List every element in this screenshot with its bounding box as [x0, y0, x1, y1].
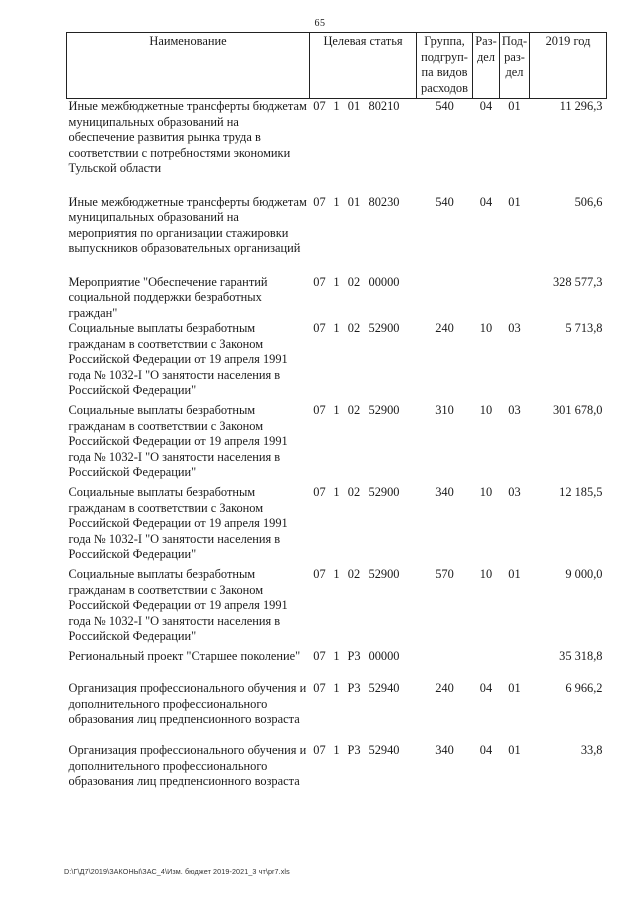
amount-2019: 33,8 — [580, 743, 603, 757]
target-subprogram: 1 — [333, 649, 340, 663]
subsection: 01 — [508, 194, 521, 209]
target-event: P3 — [347, 681, 361, 695]
row-name: Региональный проект "Старшее поколение" — [68, 649, 301, 663]
target-direction: 52900 — [368, 403, 400, 417]
target-program: 07 — [313, 321, 326, 335]
expense-group — [417, 275, 473, 322]
target-subprogram: 1 — [333, 194, 340, 209]
amount-2019: 5 713,8 — [565, 321, 603, 335]
target-subprogram: 1 — [333, 99, 340, 113]
row-name: Иные межбюджетные трансферты бюджетам муниципальных образований на обеспечение развития рынка труда в соответствии с потребностями экономики Тульской области — [68, 99, 307, 175]
target-event: 02 — [347, 403, 361, 417]
row-name: Социальные выплаты безработным гражданам в соответствии с Законом Российской Федерации от 19 апреля 1991 года № 1032-I "О занятости населения в Российской Федерации" — [68, 403, 288, 479]
target-program: 07 — [313, 743, 326, 757]
section — [473, 649, 500, 681]
target-event: 02 — [347, 567, 361, 581]
target-program: 07 — [313, 485, 326, 499]
table-row — [67, 681, 607, 743]
row-name: Социальные выплаты безработным гражданам в соответствии с Законом Российской Федерации от 19 апреля 1991 года № 1032-I "О занятости населения в Российской Федерации" — [68, 567, 288, 643]
target-direction: 52900 — [368, 321, 400, 335]
table-row — [67, 649, 607, 681]
subsection — [500, 649, 530, 681]
header-subsection: Под-раз-дел — [500, 33, 530, 99]
target-event: 02 — [347, 485, 361, 499]
row-name: Социальные выплаты безработным гражданам в соответствии с Законом Российской Федерации от 19 апреля 1991 года № 1032-I "О занятости населения в Российской Федерации" — [68, 485, 288, 561]
expense-group: 540 — [435, 99, 454, 113]
target-program: 07 — [313, 567, 326, 581]
section: 04 — [479, 99, 493, 113]
target-direction: 00000 — [368, 649, 400, 663]
target-subprogram: 1 — [333, 743, 340, 757]
target-event: 02 — [347, 321, 361, 335]
header-name: Наименование — [67, 33, 310, 99]
target-event: P3 — [347, 649, 361, 663]
subsection: 01 — [508, 743, 521, 757]
target-subprogram: 1 — [333, 321, 340, 335]
subsection: 03 — [508, 321, 521, 335]
subsection: 01 — [508, 681, 521, 695]
expense-group: 570 — [435, 567, 454, 581]
section: 10 — [479, 403, 493, 417]
target-direction: 00000 — [368, 274, 400, 289]
subsection: 01 — [508, 99, 521, 113]
section: 04 — [479, 743, 493, 757]
amount-2019: 6 966,2 — [565, 681, 603, 695]
target-subprogram: 1 — [333, 274, 340, 289]
target-subprogram: 1 — [333, 485, 340, 499]
section: 10 — [479, 321, 493, 335]
expense-group: 310 — [435, 403, 454, 417]
row-name: Иные межбюджетные трансферты бюджетам муниципальных образований на мероприятия по организации стажировки выпускников образовательных организаций — [68, 194, 307, 255]
section: 10 — [479, 567, 493, 581]
expense-group: 340 — [435, 743, 454, 757]
row-name: Организация профессионального обучения и дополнительного профессионального образования лиц предпенсионного возраста — [68, 743, 307, 788]
amount-2019: 506,6 — [574, 194, 603, 209]
table-row — [67, 567, 607, 649]
page-number: 65 — [314, 18, 326, 29]
target-direction: 52900 — [368, 485, 400, 499]
table-body — [67, 99, 607, 794]
subsection: 03 — [508, 485, 521, 499]
table-header — [67, 33, 607, 99]
section: 10 — [479, 485, 493, 499]
target-program: 07 — [313, 274, 326, 289]
table-row — [67, 743, 607, 793]
target-program: 07 — [313, 99, 326, 113]
target-subprogram: 1 — [333, 403, 340, 417]
amount-2019: 35 318,8 — [559, 649, 603, 663]
target-direction: 52940 — [368, 681, 400, 695]
row-name: Социальные выплаты безработным гражданам в соответствии с Законом Российской Федерации от 19 апреля 1991 года № 1032-I "О занятости населения в Российской Федерации" — [68, 321, 288, 397]
amount-2019: 11 296,3 — [559, 99, 603, 113]
expense-group — [417, 649, 473, 681]
target-direction: 80210 — [368, 99, 400, 113]
table-row — [67, 195, 607, 275]
expense-group: 240 — [435, 681, 454, 695]
target-event: 02 — [347, 274, 361, 289]
table-row — [67, 321, 607, 403]
file-path-footer: D:\Г\Д7\2019\ЗАКОНЫ\ЗАС_4\Изм. бюджет 2019-2021_3 чт\pr7.xls — [64, 867, 290, 876]
expense-group: 540 — [435, 194, 454, 209]
budget-table — [66, 32, 607, 793]
amount-2019: 301 678,0 — [552, 403, 603, 417]
section: 04 — [479, 194, 493, 209]
header-section: Раз-дел — [473, 33, 500, 99]
header-year-2019: 2019 год — [530, 33, 607, 99]
subsection: 03 — [508, 403, 521, 417]
expense-group: 240 — [435, 321, 454, 335]
table-row — [67, 99, 607, 195]
row-name: Мероприятие "Обеспечение гарантий социальной поддержки безработных граждан" — [68, 274, 268, 320]
section: 04 — [479, 681, 493, 695]
table-row — [67, 485, 607, 567]
header-target-article: Целевая статья — [310, 33, 417, 99]
target-direction: 52900 — [368, 567, 400, 581]
expense-group: 340 — [435, 485, 454, 499]
target-program: 07 — [313, 681, 326, 695]
row-name: Организация профессионального обучения и дополнительного профессионального образования лиц предпенсионного возраста — [68, 681, 307, 726]
header-expense-group: Группа, подгруп-па видов расходов — [417, 33, 473, 99]
target-subprogram: 1 — [333, 567, 340, 581]
amount-2019: 9 000,0 — [565, 567, 603, 581]
target-program: 07 — [313, 194, 326, 209]
table-row — [67, 403, 607, 485]
target-event: P3 — [347, 743, 361, 757]
target-event: 01 — [347, 99, 361, 113]
amount-2019: 12 185,5 — [559, 485, 603, 499]
target-program: 07 — [313, 403, 326, 417]
target-program: 07 — [313, 649, 326, 663]
amount-2019: 328 577,3 — [552, 274, 603, 289]
target-event: 01 — [347, 194, 361, 209]
section — [473, 275, 500, 322]
subsection — [500, 275, 530, 322]
target-subprogram: 1 — [333, 681, 340, 695]
target-direction: 52940 — [368, 743, 400, 757]
target-direction: 80230 — [368, 194, 400, 209]
table-row — [67, 275, 607, 322]
subsection: 01 — [508, 567, 521, 581]
